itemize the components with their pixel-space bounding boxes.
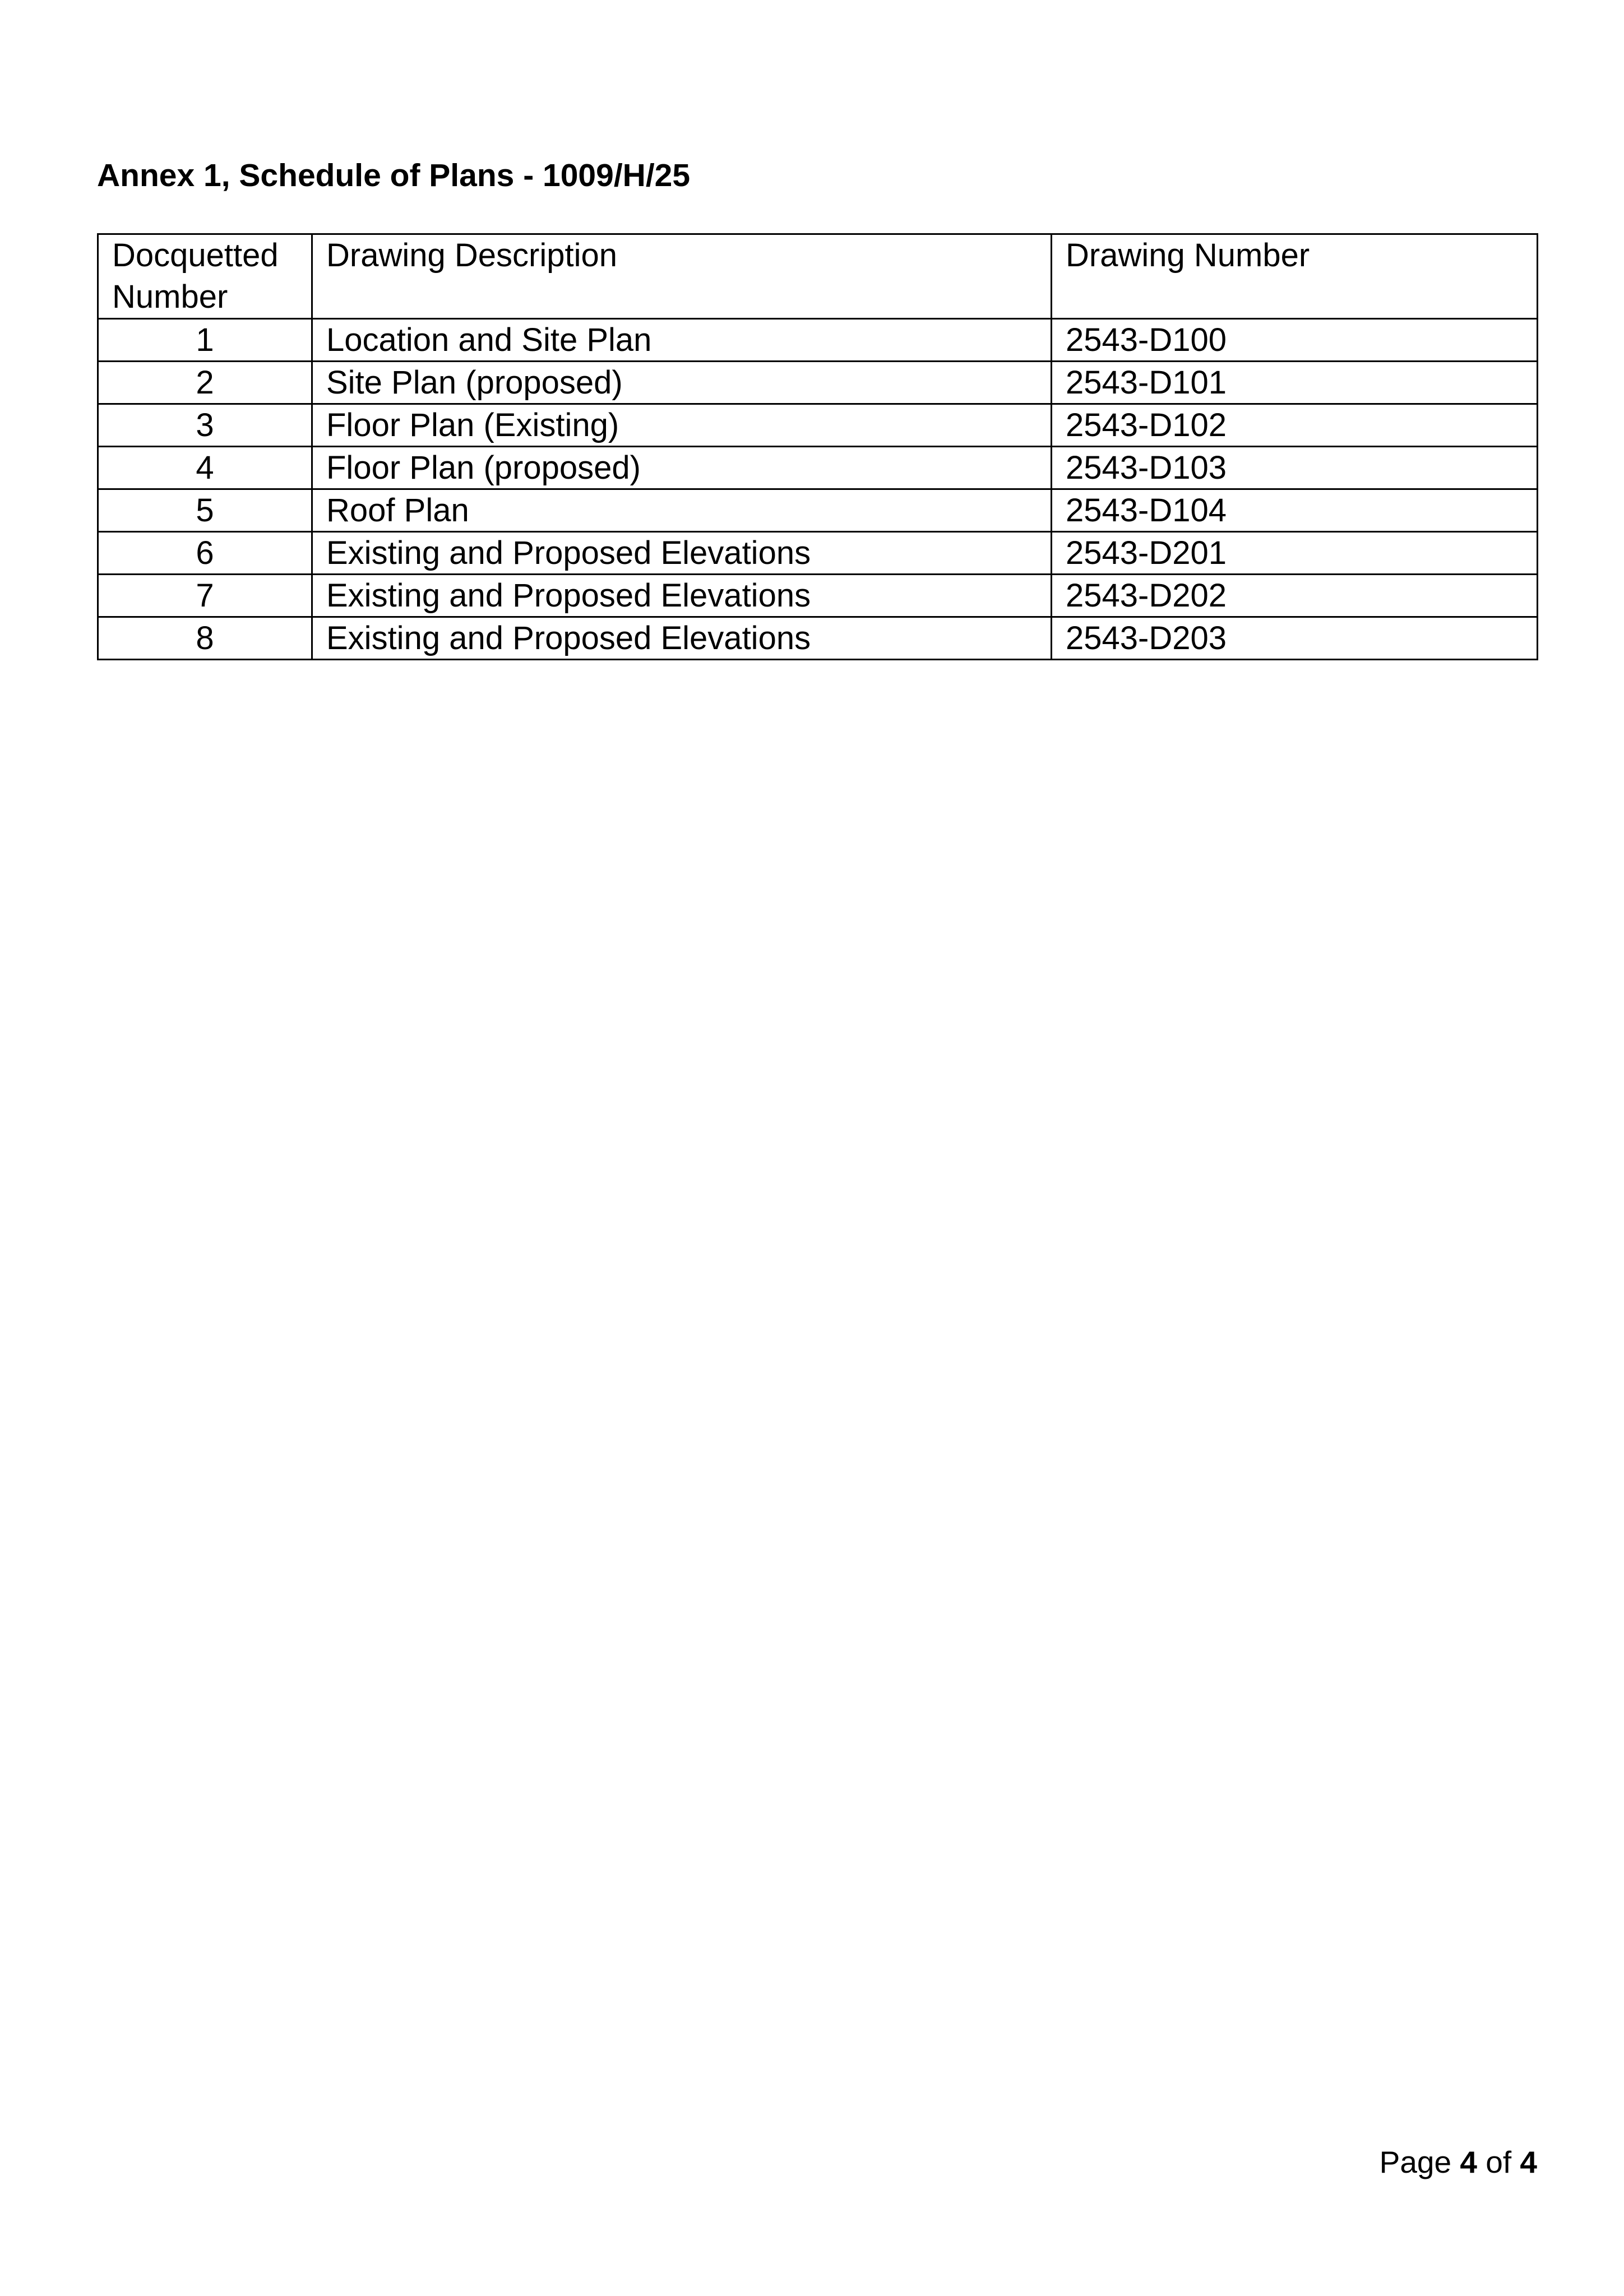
table-header-row <box>98 234 1538 319</box>
drawing-description-cell: Roof Plan <box>312 489 1052 532</box>
drawing-number-cell: 2543-D100 <box>1052 319 1538 362</box>
page-title: Annex 1, Schedule of Plans - 1009/H/25 <box>97 158 691 193</box>
docquetted-number-cell: 4 <box>98 447 312 489</box>
drawing-description-cell: Existing and Proposed Elevations <box>312 575 1052 617</box>
table-row <box>98 447 1538 489</box>
drawing-description-cell: Floor Plan (Existing) <box>312 404 1052 447</box>
table-row <box>98 489 1538 532</box>
table-row <box>98 532 1538 575</box>
drawing-description-cell: Site Plan (proposed) <box>312 362 1052 404</box>
table-row <box>98 362 1538 404</box>
drawing-number-cell: 2543-D201 <box>1052 532 1538 575</box>
page-of-label: of <box>1486 2145 1512 2179</box>
schedule-of-plans-table <box>97 233 1538 660</box>
drawing-description-cell: Existing and Proposed Elevations <box>312 617 1052 660</box>
docquetted-number-cell: 6 <box>98 532 312 575</box>
header-docquetted-number: Docquetted Number <box>98 234 312 319</box>
drawing-number-cell: 2543-D104 <box>1052 489 1538 532</box>
drawing-number-cell: 2543-D102 <box>1052 404 1538 447</box>
table-row <box>98 404 1538 447</box>
docquetted-number-cell: 5 <box>98 489 312 532</box>
docquetted-number-cell: 8 <box>98 617 312 660</box>
header-drawing-number: Drawing Number <box>1052 234 1538 319</box>
drawing-number-cell: 2543-D203 <box>1052 617 1538 660</box>
docquetted-number-cell: 1 <box>98 319 312 362</box>
drawing-description-cell: Floor Plan (proposed) <box>312 447 1052 489</box>
docquetted-number-cell: 3 <box>98 404 312 447</box>
drawing-number-cell: 2543-D101 <box>1052 362 1538 404</box>
drawing-number-cell: 2543-D202 <box>1052 575 1538 617</box>
total-page-number: 4 <box>1520 2145 1537 2179</box>
page-number-footer <box>1380 2142 1537 2182</box>
drawing-description-cell: Location and Site Plan <box>312 319 1052 362</box>
table-row <box>98 617 1538 660</box>
drawing-number-cell: 2543-D103 <box>1052 447 1538 489</box>
docquetted-number-cell: 7 <box>98 575 312 617</box>
docquetted-number-cell: 2 <box>98 362 312 404</box>
page-prefix-label: Page <box>1379 2145 1452 2179</box>
drawing-description-cell: Existing and Proposed Elevations <box>312 532 1052 575</box>
current-page-number: 4 <box>1460 2145 1477 2179</box>
table-row <box>98 319 1538 362</box>
table-row <box>98 575 1538 617</box>
header-drawing-description: Drawing Description <box>312 234 1052 319</box>
